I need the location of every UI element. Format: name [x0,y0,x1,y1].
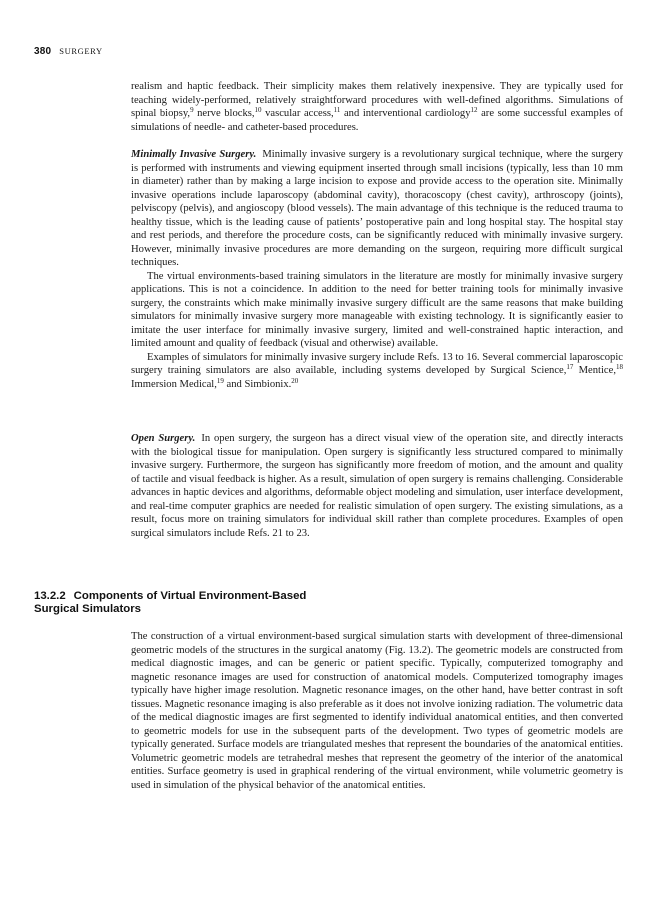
text-run: and Simbionix. [223,378,292,390]
ref-superscript: 9 [190,106,194,114]
paragraph [131,80,623,134]
text-run: nerve blocks, [193,108,255,119]
ref-superscript: 20 [291,376,299,385]
text-run: Mentice, [573,365,616,376]
ref-superscript: 17 [566,363,574,371]
run-in-heading: Open Surgery. [131,433,196,444]
running-title: SURGERY [59,46,103,56]
ref-superscript: 18 [616,363,623,371]
components-section-body [131,630,623,792]
minimally-invasive-section [131,148,623,391]
page-number: 380 [34,46,52,57]
text-run: realism and haptic feedback. Their simplicity makes them relatively inexpensive. They are typically used for teaching widely-performed, relatively straightforward procedures with well-defined algorithms. Simulations of spinal biopsy, [131,81,623,119]
ref-superscript: 12 [470,106,478,114]
paragraph [131,351,623,392]
section-heading-line [34,590,306,603]
paragraph [131,432,623,540]
text-run: Examples of simulators for minimally invasive surgery include Refs. 13 to 16. Several commercial laparoscopic surgery training simulators are also available, including systems developed by Surgical Science, [131,351,623,376]
ref-superscript: 10 [254,106,262,114]
section-number: 13.2.2 [34,590,66,602]
intro-paragraph [131,80,623,134]
text-run: are some successful examples of simulations of needle- and catheter-based procedures. [131,108,623,133]
section-heading [34,590,306,616]
paragraph [131,148,623,270]
ref-superscript: 11 [333,106,341,114]
text-run: Immersion Medical, [131,378,217,390]
paragraph: The construction of a virtual environment-based surgical simulation starts with development of three-dimensional geometric models of the structures in the surgical anatomy (Fig. 13.2). The geometric models are constructed from medical diagnostic images, and can be generic or patient specific. Typically, computerized tomography and magnetic resonance images are used for construction of anatomical models. Computerized tomography images typically have higher image resolution. Magnetic resonance images, on the other hand, have better contrast in soft tissues. Magnetic resonance imaging is also preferable as it does not involve ionizing radiation. The volumetric data of the medical diagnostic images are first segmented to identify individual anatomical entities, and then converted to geometric models for use in the subsequent parts of the development. Two types of geometric models are typically generated. Surface models are triangulated meshes that represent the boundaries of the anatomical entities. Volumetric geometric models are tetrahedral meshes that represent the geometry of the interior of the anatomical entities. Surface geometry is used in graphical rendering of the virtual environment, while volumetric geometry is used in simulation of the physical behavior of the anatomical entities. [131,631,623,791]
page-header [34,46,103,57]
text-run: vascular access, [261,108,334,119]
ref-superscript: 19 [216,376,224,385]
text-run: and interventional cardiology [340,108,471,119]
text-run: Minimally invasive surgery is a revolutionary surgical technique, where the surgery is performed with instruments and viewing equipment inserted through small incisions (typically, less than 10 mm in diameter) rather than by making a large incision to expose and provide access to the operation site. Minimally invasive operations include laparoscopy (abdominal cavity), thoracoscopy (chest cavity), arthroscopy (joints), pelviscopy (pelvis), and angioscopy (blood vessels). The main advantage of this technique is the reduced trauma to healthy tissue, which is the leading cause of patients’ postoperative pain and long hospital stay. The hospital stay and rest periods, and therefore the procedure costs, can be significantly reduced with minimally invasive surgery. However, minimally invasive procedures are more demanding on the surgeon, requiring more difficult surgical techniques. [131,149,623,268]
text-run: In open surgery, the surgeon has a direct visual view of the operation site, and directly interacts with the biological tissue for manipulation. Open surgery is significantly less structured compared to minimally invasive surgery. Furthermore, the surgeon has significantly more freedom of motion, and the amount and quality of tactile and visual feedback is higher. As a result, simulation of open surgery is remains challenging. Considerable advances in haptic devices and algorithms, deformable object modeling and simulation, user interface development, and real-time computer graphics are needed for realistic simulation of open surgery. The existing simulations, as a result, focus more on training simulators for individual skill rather than complete procedures. Examples of open surgical simulators include Refs. 21 to 23. [131,433,623,539]
section-title-line1: Components of Virtual Environment-Based [73,590,307,602]
section-title-line2: Surgical Simulators [34,603,141,615]
run-in-heading: Minimally Invasive Surgery. [131,149,257,160]
open-surgery-section [131,432,623,540]
paragraph: The virtual environments-based training simulators in the literature are mostly for minimally invasive surgery applications. This is not a coincidence. In addition to the need for better training tools for minimally invasive surgery, the constraints which make minimally invasive surgery difficult are the same reasons that make building simulators for minimally invasive surgery more manageable with existing technology. It is significantly easier to imitate the user interface for minimally invasive surgery, limited and well-constrained haptic interaction, and limited amount and quality of feedback (visual and otherwise) available. [131,270,623,349]
